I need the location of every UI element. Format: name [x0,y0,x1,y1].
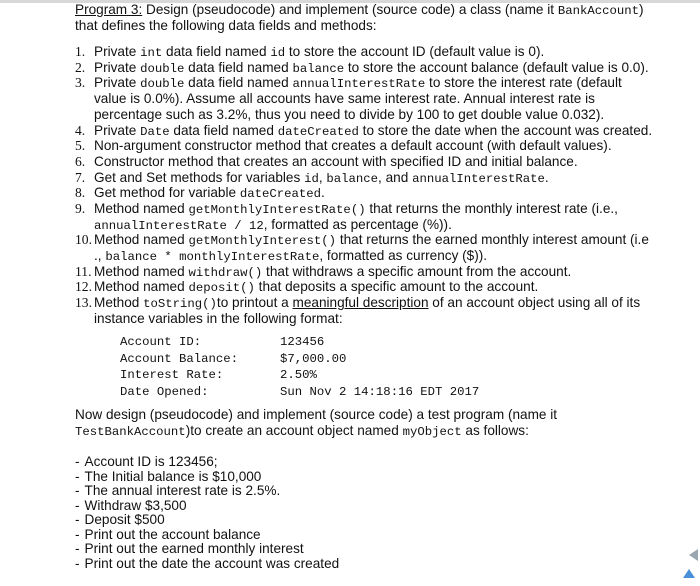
inline-code: id [270,46,286,60]
inline-code: getMonthlyInterest() [188,234,337,248]
inline-code: dateCreated [277,125,359,139]
program-heading [75,2,644,19]
list-item-text: ., balance * monthlyInterestRate, formatted as currency ($)). [94,248,488,264]
inline-code: balance * monthlyInterestRate [105,250,320,264]
step-text: Account ID is 123456; [84,454,218,469]
list-item-text: Private double data field named balance to store the account balance (default value is 0.0). [94,60,649,76]
program-label: Program 3: [75,2,143,17]
list-item-number: 1. [75,44,86,59]
sample-label: Account ID: [120,335,202,349]
step-marker: - [75,454,80,469]
list-item-text: Method toString()to printout a meaningful description of an account object using all of its [94,295,641,311]
class-name-code: BankAccount [557,4,640,18]
list-item-text: Get method for variable dateCreated. [94,185,325,201]
test-intro-line-1: Now design (pseudocode) and implement (source code) a test program (name it [75,407,558,422]
list-item-number: 5. [75,138,86,153]
step-text: Print out the earned monthly interest [84,541,304,556]
inline-code: getMonthlyInterestRate() [188,203,366,217]
list-item-text: value is 0.0%). Assume all accounts have same interest rate. Annual interest rate is [94,91,595,106]
sample-value: Sun Nov 2 14:18:16 EDT 2017 [280,385,480,399]
test-step-item [75,454,218,470]
inline-code: annualInterestRate [412,172,545,186]
list-item-number: 8. [75,185,86,200]
step-text: Withdraw $3,500 [84,498,187,513]
list-item-number: 11. [75,264,92,279]
sample-label: Account Balance: [120,352,239,366]
step-text: Deposit $500 [84,512,165,527]
inline-code: deposit() [188,281,255,295]
step-marker: - [75,469,80,484]
step-text: The annual interest rate is 2.5%. [84,483,281,498]
inline-code: double [140,77,185,91]
scroll-left-arrow-icon[interactable] [689,549,698,561]
sample-value: 123456 [280,335,325,349]
list-item-text: Non-argument constructor method that creates a default account (with default values). [94,138,612,153]
step-marker: - [75,498,80,513]
sample-label: Date Opened: [120,385,209,399]
list-item-text: Method named getMonthlyInterestRate() that returns the monthly interest rate (i.e., [94,201,618,217]
list-item-number: 2. [75,60,86,75]
list-item-text: percentage such as 3.2%, thus you need to divide by 100 to get double value 0.032). [94,107,605,122]
list-item-number: 7. [75,170,86,185]
list-item-number: 9. [75,201,86,216]
list-item-number: 10. [75,232,92,247]
step-marker: - [75,556,80,571]
inline-code: withdraw() [188,266,263,280]
inline-code: TestBankAccount [75,425,186,439]
inline-code: balance [292,62,345,76]
test-step-item [75,512,165,528]
test-step-item [75,556,339,572]
step-marker: - [75,541,80,556]
list-item-text: instance variables in the following format: [94,311,343,326]
step-marker: - [75,527,80,542]
list-item-number: 6. [75,154,86,169]
test-intro-line-2: TestBankAccount)to create an account object named myObject as follows: [75,423,529,439]
list-item-text: Private Date data field named dateCreated to store the date when the account was created. [94,123,653,139]
intro-text-a: Design (pseudocode) and implement (source code) a class (name it [142,2,558,17]
step-text: Print out the account balance [84,527,261,542]
list-item-text: Constructor method that creates an account with specified ID and initial balance. [94,154,578,169]
scroll-up-arrow-icon[interactable] [683,569,695,578]
test-step-item [75,483,280,499]
intro-line-2: that defines the following data fields and methods: [75,18,377,33]
list-item-text: Method named withdraw() that withdraws a specific amount from the account. [94,264,572,280]
list-item-text: Private double data field named annualInterestRate to store the interest rate (default [94,75,622,91]
list-item-text: Method named getMonthlyInterest() that returns the earned monthly interest amount (i.e [94,232,649,248]
step-marker: - [75,483,80,498]
list-item-number: 4. [75,123,86,138]
list-item-text: Private int data field named id to store the account ID (default value is 0). [94,44,545,60]
sample-label: Interest Rate: [120,368,224,382]
step-text: The Initial balance is $10,000 [84,469,262,484]
step-text: Print out the date the account was created [84,556,340,571]
sample-value: $7,000.00 [280,352,347,366]
list-item-number: 13. [75,295,92,310]
inline-code: annualInterestRate / 12 [94,219,264,233]
underlined-text: meaningful description [292,295,429,310]
list-item-text: Method named deposit() that deposits a specific amount to the account. [94,279,539,295]
sample-value: 2.50% [280,368,317,382]
list-item-number: 12. [75,279,92,294]
list-item-text: annualInterestRate / 12, formatted as percentage (%)). [94,217,452,233]
intro-text-b: ) [639,2,644,17]
list-item-text: Get and Set methods for variables id, balance, and annualInterestRate. [94,170,549,186]
inline-code: myObject [402,425,462,439]
inline-code: int [140,46,163,60]
list-item-number: 3. [75,75,86,90]
inline-code: annualInterestRate [292,77,426,91]
inline-code: Date [140,125,170,139]
inline-code: double [140,62,185,76]
inline-code: dateCreated [239,187,322,201]
inline-code: id [304,172,319,186]
step-marker: - [75,512,80,527]
test-step-item [75,541,304,557]
inline-code: balance [326,172,379,186]
inline-code: toString() [143,297,217,311]
